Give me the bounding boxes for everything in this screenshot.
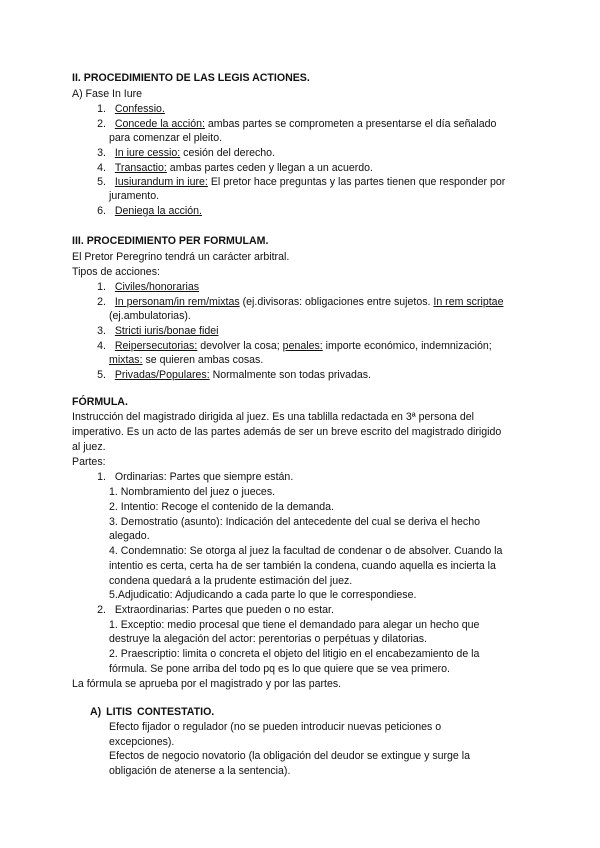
list-item: 2. Extraordinarias: Partes que pueden o no estar. [97, 604, 334, 616]
list-item: 1. Confessio. [97, 103, 165, 115]
sub-item-line: intentio es certa, certa ha de ser también la condena, cuando aquella es incierta la [109, 560, 496, 572]
list-item: 6. Deniega la acción. [97, 205, 203, 217]
subsection-heading: A) LITIS CONTESTATIO. [90, 706, 215, 718]
paragraph-line: imperativo. Es un acto de las partes además de ser un breve escrito del magistrado dirigido [72, 426, 502, 438]
paragraph-line: Instrucción del magistrado dirigida al juez. Es una tablilla redactada en 3ª persona del [72, 411, 475, 423]
section-heading: II. PROCEDIMIENTO DE LAS LEGIS ACTIONES. [72, 72, 310, 84]
sub-item-line: 1. Exceptio: medio procesal que tiene el demandado para alegar un hecho que [109, 619, 480, 631]
sub-item-line: fórmula. Se pone arriba del todo pq es lo que quiere que se vea primero. [109, 663, 450, 675]
list-item: 1. Ordinarias: Partes que siempre están. [97, 471, 294, 483]
list-item-continuation: (ej.ambulatorias). [109, 310, 191, 322]
list-item-continuation: para comenzar el pleito. [109, 132, 223, 144]
sub-item-line: 3. Demostratio (asunto): Indicación del antecedente del cual se deriva el hecho [109, 516, 481, 528]
list-item: 4. Reipersecutorias: devolver la cosa; penales: importe económico, indemnización; [97, 340, 492, 352]
list-item: 3. Stricti iuris/bonae fidei [97, 325, 219, 337]
paragraph: La fórmula se aprueba por el magistrado y por las partes. [72, 678, 342, 690]
paragraph-line: obligación de atenerse a la sentencia). [109, 765, 291, 777]
list-item: 2. In personam/in rem/mixtas (ej.divisoras: obligaciones entre sujetos. In rem scriptae [97, 296, 504, 308]
list-item: 2. Concede la acción: ambas partes se comprometen a presentarse el día señalado [97, 118, 497, 130]
list-item: 4. Transactio: ambas partes ceden y llegan a un acuerdo. [97, 162, 373, 174]
list-item: 3. In iure cessio: cesión del derecho. [97, 147, 276, 159]
list-item-continuation: juramento. [109, 190, 160, 202]
sub-item-line: 5.Adjudicatio: Adjudicando a cada parte lo que le correspondiese. [109, 589, 417, 601]
list-item-continuation: mixtas: se quieren ambas cosas. [109, 354, 264, 366]
list-item: 5. Iusiurandum in iure: El pretor hace preguntas y las partes tienen que responder por [97, 176, 506, 188]
section-heading: FÓRMULA. [72, 396, 128, 408]
list-label: Partes: [72, 456, 106, 468]
sub-item-line: alegado. [109, 530, 150, 542]
paragraph: El Pretor Peregrino tendrá un carácter arbitral. [72, 251, 290, 263]
paragraph-line: al juez. [72, 441, 106, 453]
sub-item-line: 2. Intentio: Recoge el contenido de la demanda. [109, 501, 334, 513]
sub-item-line: condena quedará a la prudente estimación del juez. [109, 575, 353, 587]
sub-item-line: 2. Praescriptio: limita o concreta el objeto del litigio en el encabezamiento de la [109, 648, 480, 660]
list-label: Tipos de acciones: [72, 266, 160, 278]
subsection-label: A) Fase In Iure [72, 88, 143, 100]
paragraph-line: Efecto fijador o regulador (no se pueden introducir nuevas peticiones o [109, 721, 442, 733]
paragraph-line: Efectos de negocio novatorio (la obligación del deudor se extingue y surge la [109, 750, 471, 762]
sub-item-line: 4. Condemnatio: Se otorga al juez la facultad de condenar o de absolver. Cuando la [109, 545, 503, 557]
section-heading: III. PROCEDIMIENTO PER FORMULAM. [72, 235, 269, 247]
sub-item-line: 1. Nombramiento del juez o jueces. [109, 486, 276, 498]
sub-item-line: destruye la alegación del actor: perentorias o perpétuas y dilatorias. [109, 633, 427, 645]
list-item: 1. Civiles/honorarias [97, 281, 200, 293]
list-item: 5. Privadas/Populares: Normalmente son todas privadas. [97, 369, 371, 381]
paragraph-line: excepciones). [109, 736, 175, 748]
